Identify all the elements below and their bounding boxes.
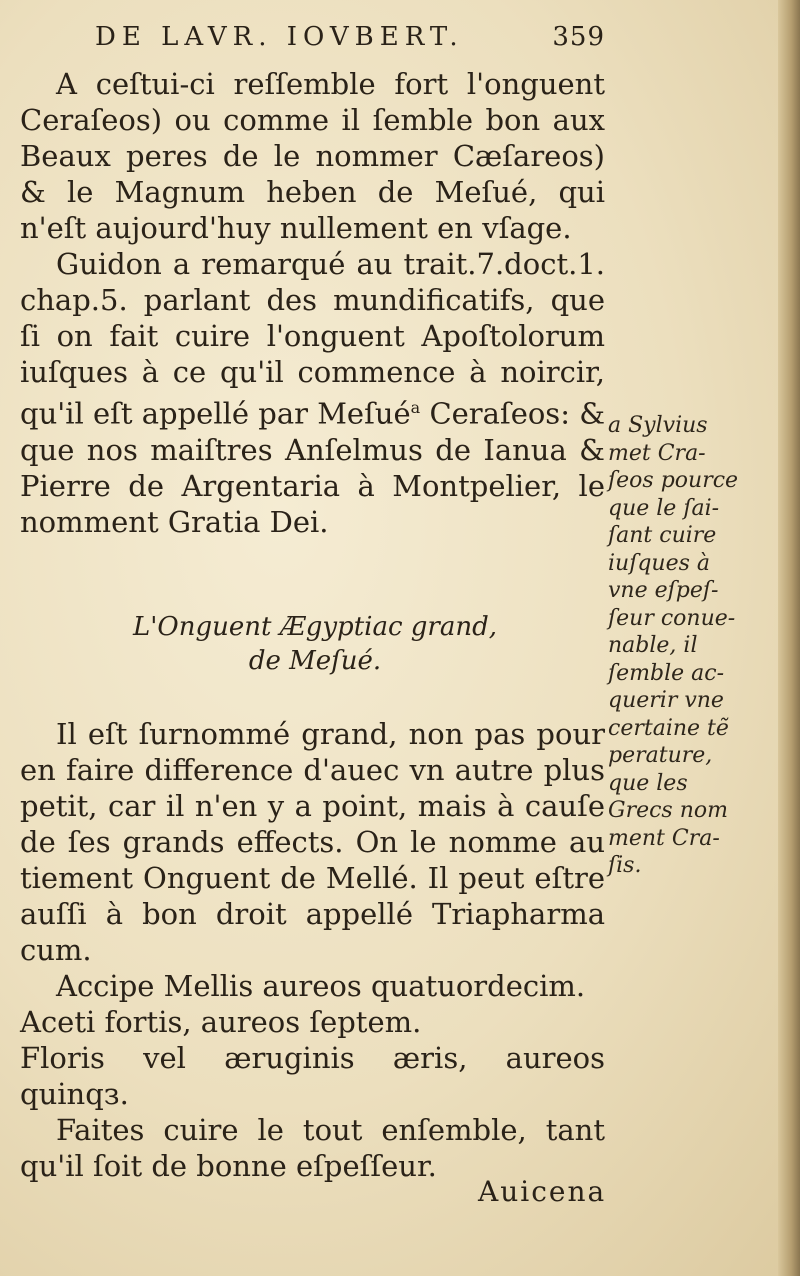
margin-note-line: met Cra- bbox=[608, 440, 706, 466]
recipe-line-4: Faites cuire le tout enſemble, tant qu'il ſoit de bonne eſpeſſeur. bbox=[20, 1113, 605, 1183]
page-edge bbox=[778, 0, 800, 1276]
section-title-line-1: L'Onguent Ægyptiac grand, bbox=[132, 612, 498, 642]
margin-note-line: Grecs nom bbox=[608, 798, 728, 823]
margin-note-line: ſeur conue- bbox=[608, 605, 736, 631]
margin-note-line: perature, bbox=[608, 743, 713, 768]
footnote-marker: a bbox=[410, 398, 421, 417]
paragraph-2 bbox=[20, 246, 605, 540]
margin-note-line: vne eſpeſ- bbox=[608, 578, 719, 603]
margin-note-line: ſant cuire bbox=[608, 523, 717, 548]
recipe-line-2: Aceti fortis, aureos ſeptem. bbox=[20, 1005, 422, 1039]
paragraph-2-text: Guidon a remarqué au trait.7.doct.1. chap.5. parlant des mundificatifs, que ſi on fait cuire l'onguent Apoſtolorum iuſques à ce qu'il commence à noircir, qu'il eſt appellé par Meſué bbox=[20, 247, 605, 431]
margin-note-line: a Sylvius bbox=[608, 413, 708, 438]
margin-note-line: ſis. bbox=[608, 853, 642, 878]
section-title-line-2: de Meſué. bbox=[248, 646, 382, 676]
margin-note-line: ſemble ac- bbox=[608, 660, 725, 686]
margin-note-line: certaine tẽ bbox=[608, 715, 729, 741]
margin-note-line: ſeos pource bbox=[608, 468, 739, 493]
margin-note-line: nable, il bbox=[608, 633, 698, 658]
top-text-block bbox=[20, 66, 605, 540]
section-title bbox=[115, 610, 515, 678]
margin-note-line: que le ſai- bbox=[608, 495, 720, 521]
margin-note bbox=[608, 412, 760, 880]
page-number: 359 bbox=[552, 22, 605, 52]
paragraph-1: A ceſtui-ci reſſemble fort l'onguent Ceraſeos) ou comme il ſemble bon aux Beaux peres de le nommer Cæſareos) & le Magnum heben de Meſué, qui n'eſt aujourd'huy nullement en vſage. bbox=[20, 67, 605, 245]
bottom-text-block bbox=[20, 716, 605, 1184]
recipe-line-1: Accipe Mellis aureos quatuordecim. bbox=[56, 969, 586, 1003]
paragraph-2-continued: Ceraſeos: & que nos maiſtres Anſelmus de Ianua & Pierre de Argentaria à Montpelier, le nomment Gratia Dei. bbox=[20, 396, 606, 539]
paragraph-3: Il eſt ſurnommé grand, non pas pour en faire difference d'auec vn autre plus petit, car il n'en y a point, mais à cauſe de ſes grands effects. On le nomme au tiement Onguent de Mellé. Il peut eſtre auſſi à bon droit appellé Triapharma cum. bbox=[20, 717, 605, 967]
margin-note-line: que les bbox=[608, 770, 688, 796]
recipe-line-3: Floris vel æruginis æris, aureos quinqз. bbox=[20, 1041, 605, 1111]
author-attribution: Auicena bbox=[478, 1175, 607, 1208]
running-head: DE LAVR. IOVBERT. bbox=[95, 22, 464, 52]
margin-note-line: iuſques à bbox=[608, 550, 711, 576]
margin-note-line: querir vne bbox=[608, 688, 724, 713]
margin-note-line: ment Cra- bbox=[608, 825, 720, 851]
page-header bbox=[95, 22, 605, 62]
